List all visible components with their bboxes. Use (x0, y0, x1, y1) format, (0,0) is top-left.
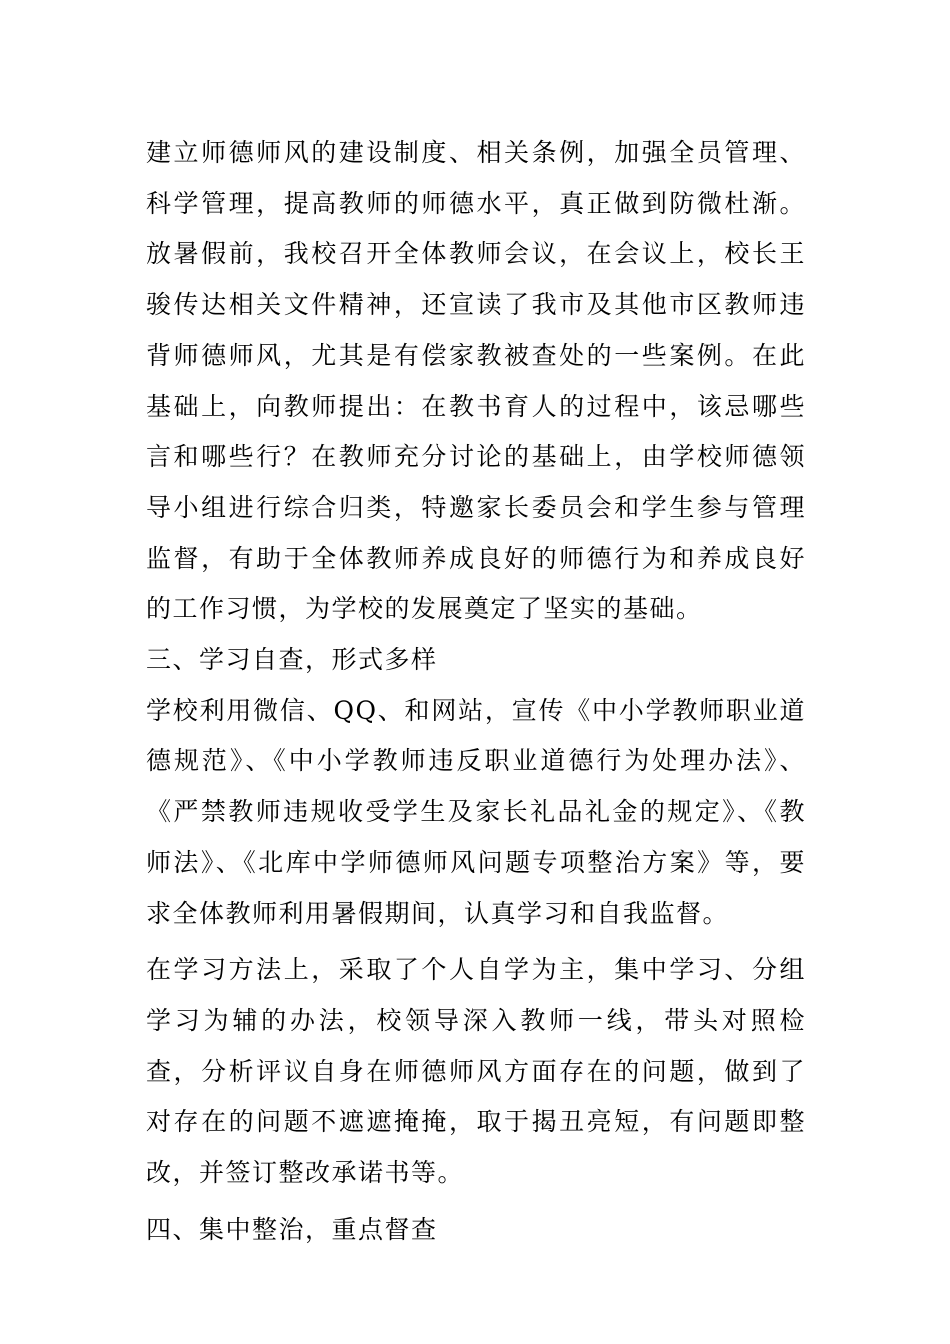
paragraph-teacher-ethics-system: 建立师德师风的建设制度、相关条例，加强全员管理、科学管理，提高教师的师德水平，真正做到防微杜渐。放暑假前，我校召开全体教师会议，在会议上，校长王骏传达相关文件精神，还宣读了我市及其他市区教师违背师德师风，尤其是有偿家教被查处的一些案例。在此基础上，向教师提出：在教书育人的过程中，该忌哪些言和哪些行？在教师充分讨论的基础上，由学校师德领导小组进行综合归类，特邀家长委员会和学生参与管理监督，有助于全体教师养成良好的师德行为和养成良好的工作习惯，为学校的发展奠定了坚实的基础。 (146, 138, 806, 624)
section-heading-study-self-check: 三、学习自查，形式多样 (146, 645, 438, 675)
paragraph-study-methods: 在学习方法上，采取了个人自学为主，集中学习、分组学习为辅的办法，校领导深入教师一线，带头对照检查，分析评议自身在师德师风方面存在的问题，做到了对存在的问题不遮遮掩掩，取于揭丑亮短，有问题即整改，并签订整改承诺书等。 (146, 955, 806, 1188)
paragraph-promotion-channels: 学校利用微信、QQ、和网站，宣传《中小学教师职业道德规范》、《中小学教师违反职业道德行为处理办法》、《严禁教师违规收受学生及家长礼品礼金的规定》、《教师法》、《北库中学师德师风问题专项整治方案》等，要求全体教师利用暑假期间，认真学习和自我监督。 (146, 695, 806, 928)
section-heading-rectification: 四、集中整治，重点督查 (146, 1214, 438, 1244)
document-page (146, 128, 806, 1255)
